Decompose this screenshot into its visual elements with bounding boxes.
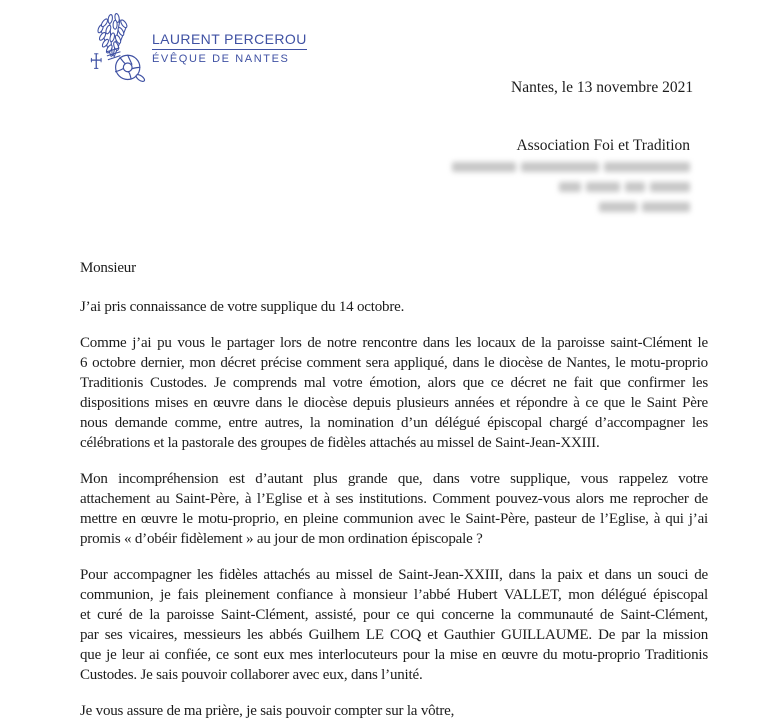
redacted-segment bbox=[452, 162, 516, 172]
redacted-address-line bbox=[447, 202, 690, 213]
letter-line: communion, je fais pleinement confiance à monsieur l’abbé Hubert VALLET, mon délégué épiscopal bbox=[80, 587, 708, 603]
recipient-block bbox=[447, 136, 690, 222]
redacted-segment bbox=[650, 182, 690, 192]
redacted-segment bbox=[586, 182, 620, 192]
redacted-segment bbox=[559, 182, 581, 192]
paragraph-1 bbox=[80, 333, 708, 453]
opening-line: J’ai pris connaissance de votre supplique du 14 octobre. bbox=[80, 299, 405, 315]
letter-line: Traditionis Custodes. Je comprends mal votre émotion, alors que ce décret ne fait que confirmer les bbox=[80, 375, 708, 391]
salutation: Monsieur bbox=[80, 260, 136, 276]
date-line: Nantes, le 13 novembre 2021 bbox=[511, 79, 694, 96]
letterhead-name: LAURENT PERCEROU bbox=[152, 31, 307, 50]
letter-line: et curé de la paroisse Saint-Clément, assisté, pour ce qui concerne la communauté de Saint-Clément, bbox=[80, 607, 708, 623]
letter-line: Pour accompagner les fidèles attachés au missel de Saint-Jean-XXIII, dans la paix et dans un souci de bbox=[80, 567, 708, 583]
redacted-address bbox=[447, 162, 690, 213]
redacted-segment bbox=[521, 162, 599, 172]
letterhead-text bbox=[152, 31, 307, 65]
letter-line: Custodes. Je sais pouvoir collaborer avec eux, dans l’unité. bbox=[80, 667, 423, 683]
letter-line: attachement au Saint-Père, à l’Eglise et à ses institutions. Comment pouvez-vous alors me reprocher de bbox=[80, 491, 708, 507]
letter-line: célébrations et la pastorale des groupes de fidèles attachés au missel de Saint-Jean-XXIII. bbox=[80, 435, 600, 451]
letter-line: nous demande comme, entre autres, la nomination d’un délégué épiscopal chargé d’accompagner les bbox=[80, 415, 708, 431]
recipient-name: Association Foi et Tradition bbox=[516, 137, 690, 154]
letter-body bbox=[80, 258, 708, 721]
bishop-crest-icon bbox=[88, 10, 150, 86]
letter-line: 6 octobre dernier, mon décret précise comment sera appliqué, dans le diocèse de Nantes, le motu-proprio bbox=[80, 355, 708, 371]
redacted-address-line bbox=[447, 162, 690, 173]
redacted-address-line bbox=[447, 182, 690, 193]
redacted-segment bbox=[625, 182, 645, 192]
paragraph-3 bbox=[80, 565, 708, 685]
letter-line: promis « d’obéir fidèlement » au jour de mon ordination épiscopale ? bbox=[80, 531, 483, 547]
letter-line: Mon incompréhension est d’autant plus grande que, dans votre supplique, vous rappelez votre bbox=[80, 471, 708, 487]
redacted-segment bbox=[642, 202, 690, 212]
letterhead bbox=[88, 10, 307, 86]
letter-line: Comme j’ai pu vous le partager lors de notre rencontre dans les locaux de la paroisse saint-Clément le bbox=[80, 335, 708, 351]
redacted-segment bbox=[604, 162, 690, 172]
letter-line: que je leur ai confiée, ce sont eux mes interlocuteurs pour la mise en œuvre du motu-proprio Traditionis bbox=[80, 647, 708, 663]
closing-line: Je vous assure de ma prière, je sais pouvoir compter sur la vôtre, bbox=[80, 703, 455, 719]
paragraph-2 bbox=[80, 469, 708, 549]
letterhead-title: ÉVÊQUE DE NANTES bbox=[152, 53, 290, 65]
redacted-segment bbox=[599, 202, 637, 212]
letter-line: par ses vicaires, messieurs les abbés Guilhem LE COQ et Gauthier GUILLAUME. De par la mission bbox=[80, 627, 708, 643]
letter-line: mettre en œuvre le motu-proprio, en pleine communion avec le Saint-Père, pasteur de l’Eglise, à qui j’ai bbox=[80, 511, 708, 527]
letter-line: dispositions mises en œuvre dans le diocèse depuis plusieurs années et répondre à ce que le Saint Père bbox=[80, 395, 708, 411]
